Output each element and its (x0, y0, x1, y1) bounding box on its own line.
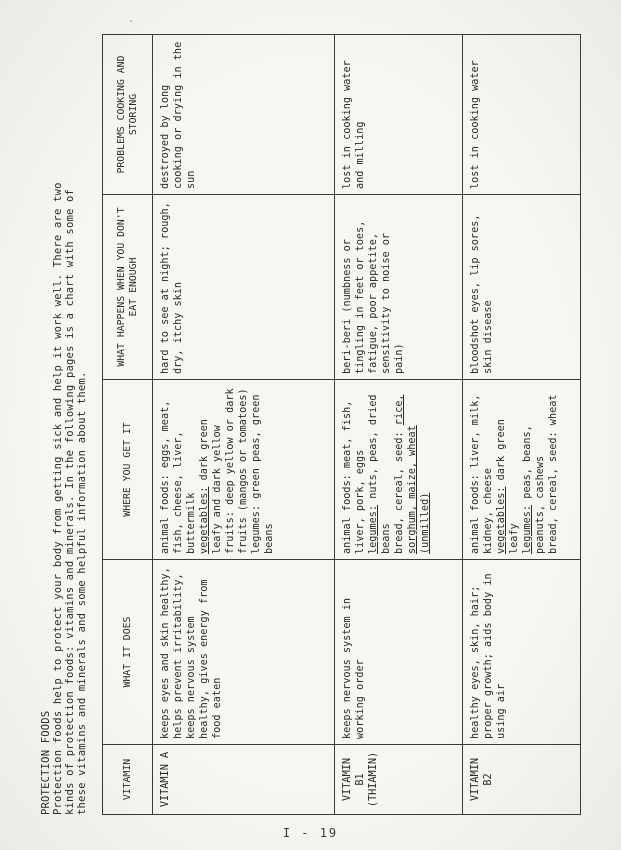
header-what-it-does: WHAT IT DOES (103, 560, 153, 745)
intro-line-1: Protection foods help to protect your body from getting sick and help it work well. There are two (52, 182, 64, 815)
vitamin-b1-name: VITAMIN B1 (THIAMIN) (335, 745, 463, 815)
intro-paragraph (40, 35, 102, 815)
header-not-enough: WHAT HAPPENS WHEN YOU DON'T EAT ENOUGH (103, 195, 153, 380)
table-row-vitamin-a (153, 35, 335, 815)
bread-foods: wheat (548, 394, 559, 426)
legume-foods: nuts, peas, dried beans (368, 394, 392, 554)
veg-foods: dark green leafy (496, 419, 520, 554)
page-number: I - 19 (282, 826, 339, 840)
fruit-label: fruits: (225, 511, 236, 554)
header-row (103, 35, 153, 815)
table-row-vitamin-b1 (335, 35, 463, 815)
animal-label: animal foods: (342, 474, 353, 554)
header-problems: PROBLEMS COOKING AND STORING (103, 35, 153, 195)
veg-label: vegetables: (199, 486, 210, 554)
corner-mark: ˇ (128, 20, 135, 31)
fruit-foods: deep yellow or dark fruits (mangos or tomatoes) (225, 388, 249, 554)
vitamin-b1-does: keeps nervous system in working order (335, 560, 463, 745)
bread-foods: rice, sorghum, maize, wheat (unmilled) (394, 394, 431, 554)
vitamin-a-not-enough: hard to see at night; rough, dry, itchy skin (153, 195, 335, 380)
veg-label: vegetables: (496, 486, 507, 554)
legume-label: legumes: (522, 504, 533, 554)
legume-foods: green peas, green beans (251, 394, 275, 554)
vitamin-a-where (153, 380, 335, 560)
animal-foods: eggs, meat, fish, cheese, liver, buttermilk (160, 400, 197, 554)
vitamin-b1-where (335, 380, 463, 560)
bread-label: bread, cereal, seed: (394, 431, 405, 554)
vitamin-a-name: VITAMIN A (153, 745, 335, 815)
vitamin-b1-not-enough: beri-beri (numbness or tingling in feet or toes, fatigue, poor appetite, sensitivity to noise or pain) (335, 195, 463, 380)
animal-foods: meat, fish, liver, pork, eggs (342, 400, 366, 554)
rotated-content (40, 35, 580, 815)
legume-foods: peas, beans, peanuts, cashews (522, 425, 546, 554)
vitamin-b2-problems: lost in cooking water (463, 35, 581, 195)
vitamin-chart (102, 34, 581, 815)
bread-label: bread, cereal, seed: (548, 431, 559, 554)
vitamin-b2-does: healthy eyes, skin, hair; proper growth; aids body in using air (463, 560, 581, 745)
vitamin-b2-name: VITAMIN B2 (463, 745, 581, 815)
veg-foods: dark green leafy and dark yellow (199, 419, 223, 554)
vitamin-a-does: keeps eyes and skin healthy, helps prevent irritability, keeps nervous system healthy, gives energy from food eaten (153, 560, 335, 745)
legume-label: legumes: (368, 504, 379, 554)
animal-label: animal foods: (470, 474, 481, 554)
vitamin-a-problems: destroyed by long cooking or drying in the sun (153, 35, 335, 195)
animal-label: animal foods: (160, 474, 171, 554)
vitamin-b1-problems: lost in cooking water and milling (335, 35, 463, 195)
animal-foods: liver, milk, kidney, cheese (470, 394, 494, 554)
intro-line-3: these vitamins and minerals and some helpful information about them. (76, 371, 88, 815)
intro-line-2: kinds of protection foods: vitamins and minerals. In the following pages is a chart with some of (64, 188, 76, 815)
vitamin-b2-not-enough: bloodshot eyes, lip sores, skin disease (463, 195, 581, 380)
legume-label: legumes: (251, 504, 262, 554)
header-where: WHERE YOU GET IT (103, 380, 153, 560)
header-vitamin: VITAMIN (103, 745, 153, 815)
table-row-vitamin-b2 (463, 35, 581, 815)
intro-title: PROTECTION FOODS (40, 710, 52, 815)
vitamin-b2-where (463, 380, 581, 560)
